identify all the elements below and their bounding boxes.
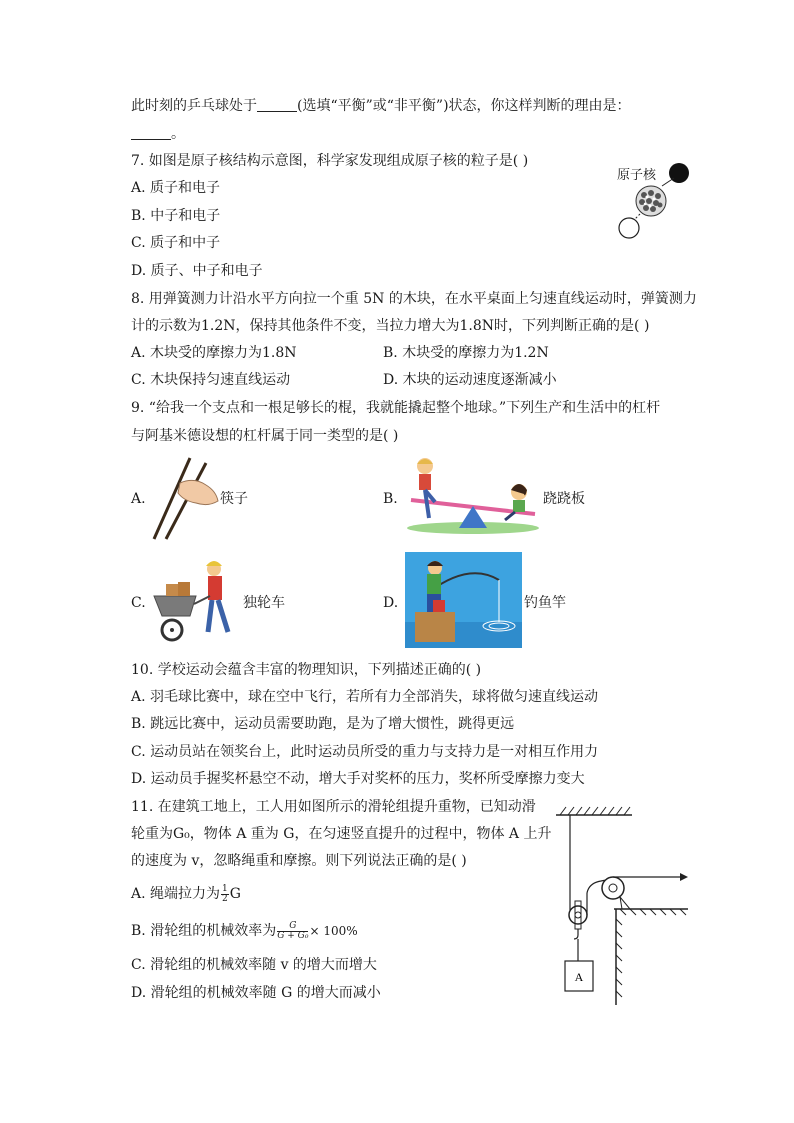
q11-option-a-denominator: 2 xyxy=(222,893,228,904)
q9-stem-1: 9. “给我一个支点和一根足够长的棍，我就能撬起整个地球。”下列生产和生活中的杠杆 xyxy=(131,400,661,416)
q9-option-d-letter: D. xyxy=(383,595,399,611)
hand-shape xyxy=(178,480,218,504)
q11-stem-3: 的速度为 v，忽略绳重和摩擦。则下列说法正确的是( ) xyxy=(131,853,467,869)
q11-stem-2: 轮重为G₀，物体 A 重为 G，在匀速竖直提升的过程中，物体 A 上升 xyxy=(131,826,552,842)
q11-option-b xyxy=(131,921,358,941)
q11-option-a-fraction xyxy=(221,885,229,904)
q8-stem-1: 8. 用弹簧测力计沿水平方向拉一个重 5N 的木块，在水平桌面上匀速直线运动时，弹簧测力 xyxy=(131,291,697,307)
q8-option-a: A. 木块受的摩擦力为1.8N xyxy=(131,345,297,361)
q11-option-a xyxy=(131,884,241,904)
q11-option-b-prefix: B. 滑轮组的机械效率为 xyxy=(131,923,277,939)
q10-option-a: A. 羽毛球比赛中，球在空中飞行，若所有力全部消失，球将做匀速直线运动 xyxy=(131,689,599,705)
boy-body xyxy=(419,474,431,490)
q6-line xyxy=(131,96,631,116)
atomic-nucleus-figure xyxy=(610,158,700,248)
q8-option-d: D. 木块的运动速度逐渐减小 xyxy=(383,372,557,388)
q10-stem: 10. 学校运动会蕴含丰富的物理知识，下列描述正确的( ) xyxy=(131,662,482,678)
pulley-system-figure xyxy=(550,805,690,1010)
barrow-tray xyxy=(154,596,196,616)
fisher-body xyxy=(427,574,441,594)
q11-option-a-prefix: A. 绳端拉力为 xyxy=(131,886,221,902)
atom-nucleus-label: 原子核 xyxy=(617,168,657,183)
q9-option-b-letter: B. xyxy=(383,491,398,507)
q6-end: 。 xyxy=(171,126,185,142)
q8-option-c: C. 木块保持匀速直线运动 xyxy=(131,372,291,388)
q9-option-a-label: 筷子 xyxy=(220,491,248,507)
q7-option-d: D. 质子、中子和电子 xyxy=(131,263,263,279)
q9-stem-2: 与阿基米德设想的杠杆属于同一类型的是( ) xyxy=(131,428,399,444)
electron-light-circle xyxy=(619,218,639,238)
hard-hat xyxy=(206,561,222,566)
wooden-dock xyxy=(415,612,455,642)
q9-option-c-letter: C. xyxy=(131,595,146,611)
q8-option-b: B. 木块受的摩擦力为1.2N xyxy=(383,345,549,361)
q10-option-d: D. 运动员手握奖杯悬空不动，增大手对奖杯的压力，奖杯所受摩擦力变大 xyxy=(131,771,585,787)
q9-option-b-label: 跷跷板 xyxy=(543,491,585,507)
q11-option-a-numerator: 1 xyxy=(222,883,228,894)
q11-option-b-numerator: G xyxy=(277,922,308,932)
q7-stem: 7. 如图是原子核结构示意图，科学家发现组成原子核的粒子是( ) xyxy=(131,153,529,169)
q10-option-c: C. 运动员站在领奖台上，此时运动员所受的重力与支持力是一对相互作用力 xyxy=(131,744,599,760)
q6-line-2 xyxy=(131,124,185,144)
pointer-line xyxy=(662,178,674,186)
q7-option-b: B. 中子和电子 xyxy=(131,208,221,224)
q11-option-d: D. 滑轮组的机械效率随 G 的增大而减小 xyxy=(131,985,381,1001)
q7-option-c: C. 质子和中子 xyxy=(131,235,221,251)
q9-option-d-label: 钓鱼竿 xyxy=(524,595,566,611)
chopsticks-figure xyxy=(150,455,222,543)
q11-option-b-fraction xyxy=(277,922,308,941)
q6-text-a: 此时刻的乒乓球处于 xyxy=(131,98,257,114)
q8-stem-2: 计的示数为1.2N，保持其他条件不变，当拉力增大为1.8N时，下列判断正确的是( ) xyxy=(131,318,650,334)
q10-option-b: B. 跳远比赛中，运动员需要助跑，是为了增大惯性，跳得更远 xyxy=(131,716,515,732)
q11-option-b-denominator: G + G₀ xyxy=(277,930,309,941)
q11-stem-1: 11. 在建筑工地上，工人用如图所示的滑轮组提升重物，已知动滑 xyxy=(131,799,536,815)
q11-option-a-suffix: G xyxy=(229,886,241,902)
fishing-rod-figure xyxy=(405,552,522,648)
q7-option-a: A. 质子和电子 xyxy=(131,180,221,196)
wheelbarrow-figure xyxy=(150,558,242,644)
q6-blank-2[interactable] xyxy=(131,125,171,140)
q11-option-c: C. 滑轮组的机械效率随 v 的增大而增大 xyxy=(131,957,377,973)
q11-option-b-suffix: × 100% xyxy=(309,924,358,938)
q6-text-b: (选填“平衡”或“非平衡”)状态，你这样判断的理由是： xyxy=(297,98,631,114)
arrow-head-icon xyxy=(680,873,688,881)
electron-dark-circle xyxy=(669,163,689,183)
q9-option-a-letter: A. xyxy=(131,491,146,507)
q6-blank-1[interactable] xyxy=(257,97,297,112)
hook xyxy=(574,929,578,939)
block-a-label: A xyxy=(574,970,584,984)
q9-option-c-label: 独轮车 xyxy=(243,595,285,611)
seesaw-figure xyxy=(403,456,543,536)
girl-body xyxy=(513,500,525,512)
